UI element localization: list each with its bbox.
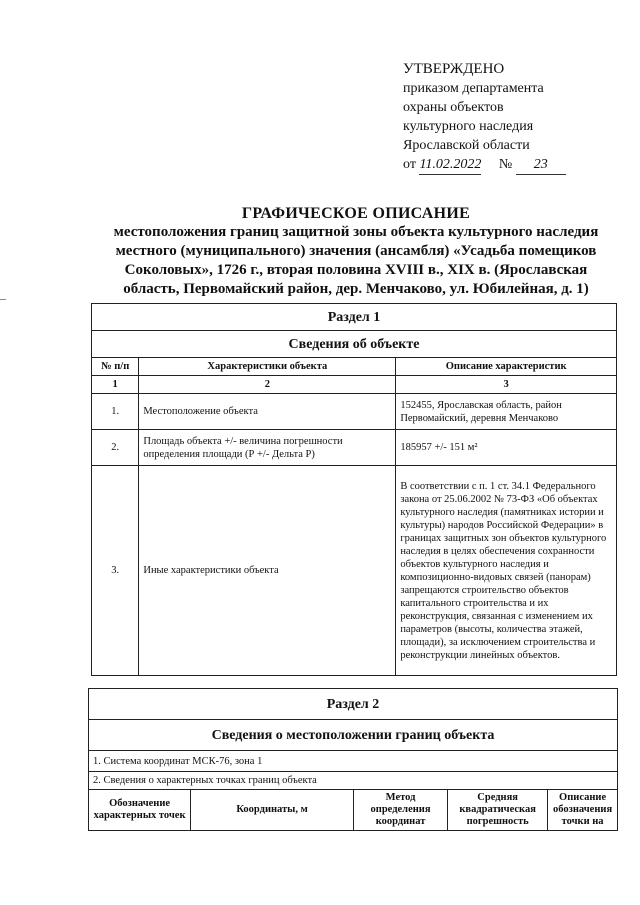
col-number-2: 2	[139, 376, 396, 394]
approval-line-4: Ярославской области	[403, 138, 530, 153]
number-prefix: №	[498, 157, 513, 172]
approval-number: 23	[516, 155, 566, 175]
col-header-point: Обозначение характерных точек	[89, 790, 191, 831]
approval-date: 11.02.2022	[419, 155, 481, 175]
table-row	[92, 430, 617, 466]
document-title: ГРАФИЧЕСКОЕ ОПИСАНИЕ	[241, 205, 471, 222]
object-info-table	[91, 303, 617, 676]
section-1-subtitle: Сведения об объекте	[92, 331, 617, 358]
approval-date-line	[403, 155, 623, 175]
col-number-1: 1	[92, 376, 139, 394]
approval-line-2: охраны объектов	[403, 100, 504, 115]
row-characteristic: Иные характеристики объекта	[139, 466, 396, 676]
boundary-info-table	[88, 688, 618, 831]
approval-line-3: культурного наследия	[403, 119, 534, 134]
coordinate-system: 1. Система координат МСК-76, зона 1	[89, 751, 618, 772]
margin-mark	[0, 299, 6, 300]
points-info: 2. Сведения о характерных точках границ объекта	[89, 772, 618, 790]
document-subtitle: местоположения границ защитной зоны объекта культурного наследия местного (муниципального) значения (ансамбля) «Усадьба помещиков Соколовых», 1726 г., вторая половина XVIII в., XIX в. (Ярославская область, Первомайский район, дер. Менчаково, ул. Юбилейная, д. 1)	[113, 224, 599, 297]
col-header-method: Метод определения координат	[354, 790, 448, 831]
table-row	[92, 466, 617, 676]
col-header-error: Средняя квадратическая погрешность	[448, 790, 548, 831]
row-number: 2.	[92, 430, 139, 466]
col-header-description: Описание характеристик	[396, 358, 617, 376]
document-heading	[96, 204, 616, 299]
col-header-characteristics: Характеристики объекта	[139, 358, 396, 376]
section-2-title: Раздел 2	[89, 689, 618, 720]
date-prefix: от	[403, 157, 416, 172]
row-characteristic: Площадь объекта +/- величина погрешности определения площади (Р +/- Дельта Р)	[139, 430, 396, 466]
row-description: В соответствии с п. 1 ст. 34.1 Федерального закона от 25.06.2002 № 73-ФЗ «Об объектах культурного наследия (памятниках истории и культуры) народов Российской Федерации» в границах защитных зон объектов культурного наследия в целях обеспечения сохранности объектов культурного наследия и композиционно-видовых связей (панорам) запрещаются строительство объектов капитального строительства и их реконструкция, связанная с изменением их параметров (высоты, количества этажей, площади), за исключением строительства и реконструкции линейных объектов.	[396, 466, 617, 676]
section-2-subtitle: Сведения о местоположении границ объекта	[89, 720, 618, 751]
row-description: 152455, Ярославская область, район Первомайский, деревня Менчаково	[396, 394, 617, 430]
table-row	[92, 394, 617, 430]
row-number: 3.	[92, 466, 139, 676]
col-number-3: 3	[396, 376, 617, 394]
col-header-number: № п/п	[92, 358, 139, 376]
col-header-coordinates: Координаты, м	[191, 790, 354, 831]
approval-line-1: приказом департамента	[403, 81, 544, 96]
row-number: 1.	[92, 394, 139, 430]
approval-stamp	[403, 60, 623, 175]
approval-title: УТВЕРЖДЕНО	[403, 61, 505, 77]
row-characteristic: Местоположение объекта	[139, 394, 396, 430]
section-1-title: Раздел 1	[92, 304, 617, 331]
row-description: 185957 +/- 151 м²	[396, 430, 617, 466]
col-header-point-description: Описание обозначения точки на	[548, 790, 618, 831]
